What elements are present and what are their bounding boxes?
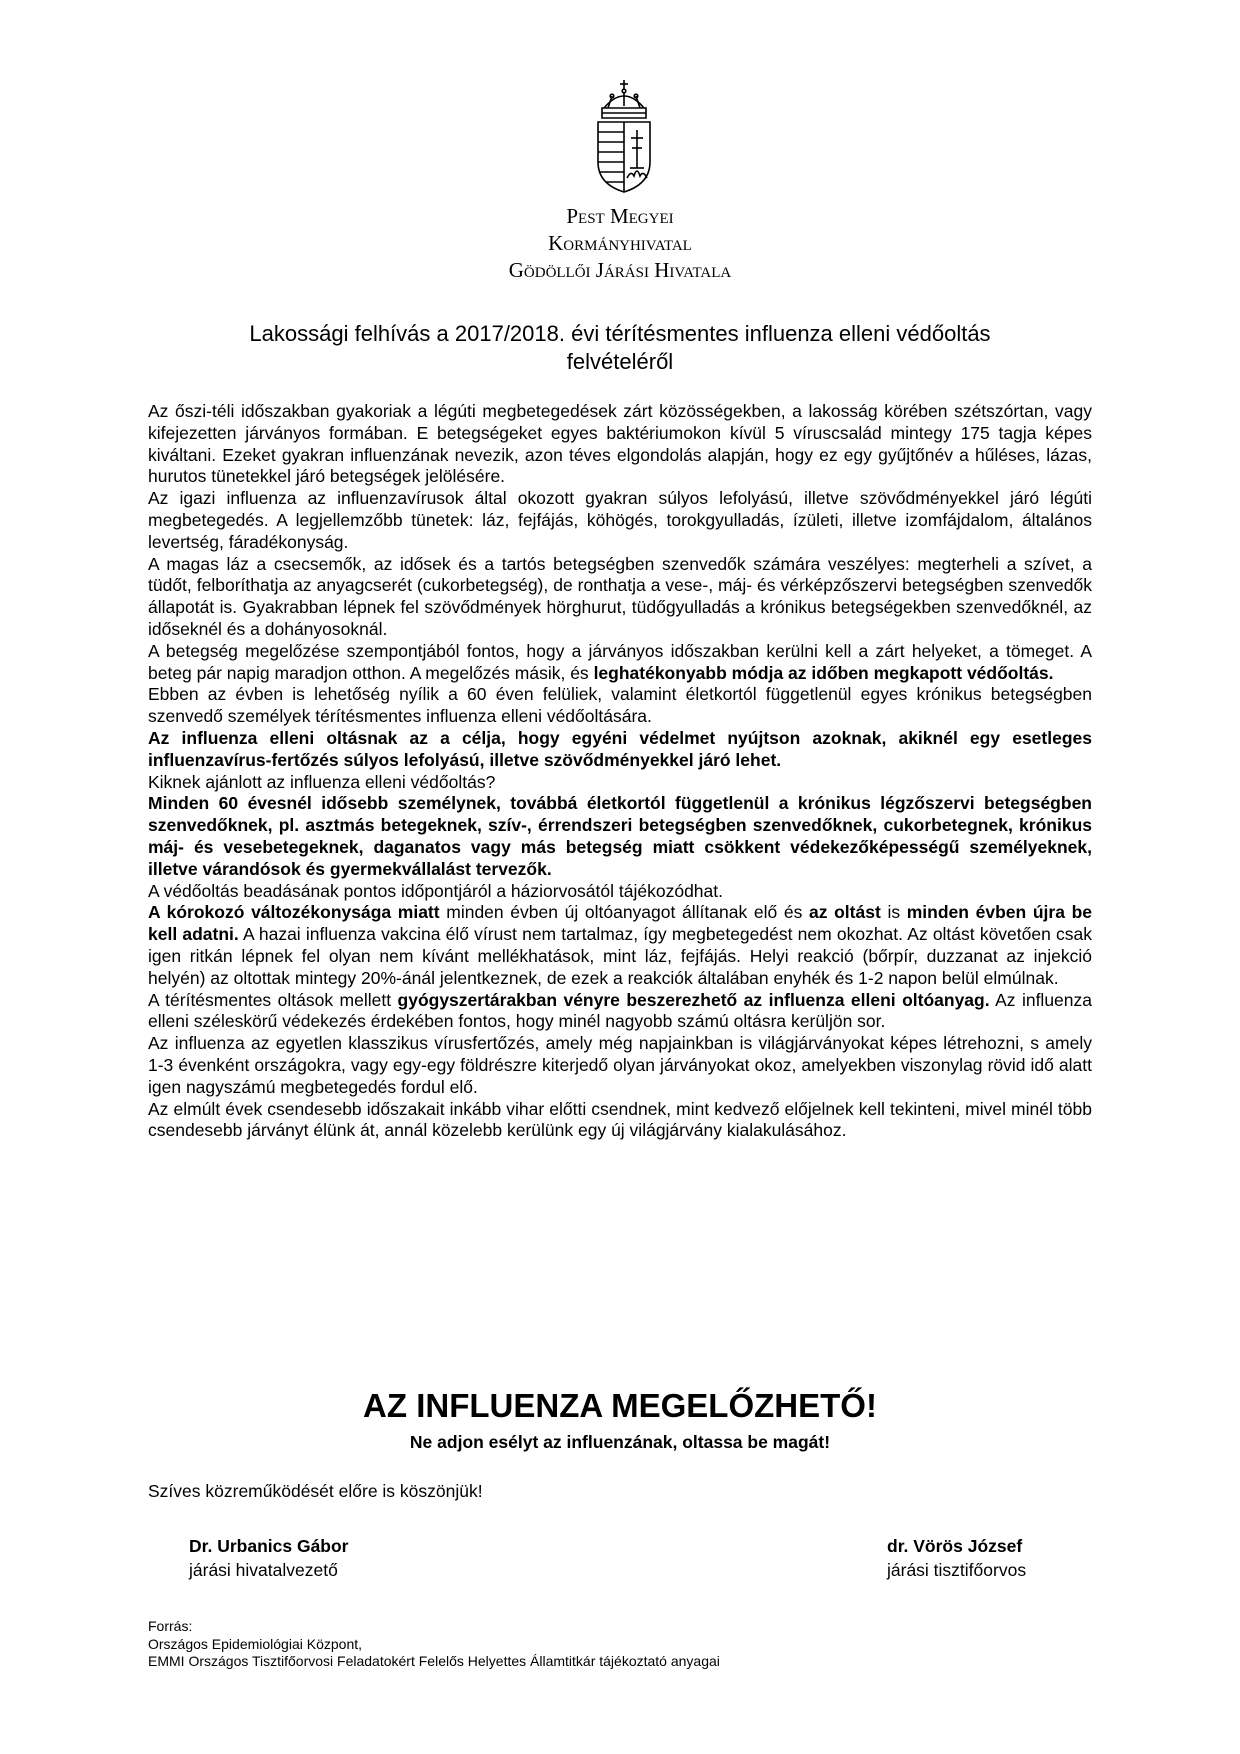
coat-of-arms-icon — [590, 78, 658, 196]
paragraph-12: Az influenza az egyetlen klasszikus vírusfertőzés, amely még napjainkban is világjárványokat képes létrehozni, s amely 1-3 évenként országokra, vagy egy-egy földrészre kiterjedő olyan járványokat okoz, amelyekben viszonylag rövid idő alatt igen nagyszámú megbetegedés fordul elő. — [148, 1033, 1092, 1097]
paragraph-4 — [148, 641, 1092, 685]
sources-label: Forrás: — [148, 1618, 193, 1634]
paragraph-10-text-2: is — [880, 902, 907, 923]
paragraph-6: Az influenza elleni oltásnak az a célja, hogy egyéni védelmet nyújtson azoknak, akiknél egy esetleges influenzavírus-fertőzés súlyos lefolyású, illetve szövődményekkel járó lehet. — [148, 727, 1092, 770]
signature-left — [189, 1534, 349, 1582]
signature-right — [887, 1534, 1026, 1582]
paragraph-10-text-3: A hazai influenza vakcina élő vírust nem tartalmaz, így megbetegedést nem okozhat. Az oltást követően csak igen ritkán lépnek fel olyan nem kívánt mellékhatások, mint láz, fejfájás. Helyi reakció (bőrpír, duzzanat az injekció helyén) az oltottak mintegy 20%-ánál jelentkeznek, de ezek a reakciók általában enyhék és 1-2 napon belül elmúlnak. — [148, 924, 1092, 988]
sub-slogan: Ne adjon esélyt az influenzának, oltassa be magát! — [409, 1432, 831, 1452]
paragraph-10-emphasis-2: az oltást — [808, 902, 881, 923]
signatory-role-right: járási tisztifőorvos — [887, 1560, 1027, 1580]
paragraph-13: Az elmúlt évek csendesebb időszakait inkább vihar előtti csendnek, mint kedvező előjelnek kell tekinteni, mivel minél több csendesebb járványt élünk át, annál közelebb kerülünk egy új világjárvány kialakulásához. — [148, 1098, 1092, 1141]
paragraph-8: Minden 60 évesnél idősebb személynek, továbbá életkortól függetlenül a krónikus légzőszervi betegségben szenvedőknek, pl. asztmás betegeknek, szív-, érrendszeri betegségben szenvedőknek, cukorbetegnek, krónikus máj- és vesebetegeknek, daganatos vagy más betegség miatt csökkent védekezőképességű személyeknek, illetve várandósok és gyermekvállalást tervezők. — [148, 793, 1092, 879]
paragraph-11-text-2: Az influenza elleni széleskörű védekezés érdekében fontos, hogy minél nagyobb számú oltásra kerüljön sor. — [148, 989, 1092, 1032]
main-slogan: AZ INFLUENZA MEGELŐZHETŐ! — [363, 1387, 877, 1424]
issuing-office — [0, 203, 1240, 284]
paragraph-7: Kiknek ajánlott az influenza elleni védőoltás? — [148, 771, 496, 792]
paragraph-11 — [148, 990, 1092, 1034]
paragraph-9: A védőoltás beadásának pontos időpontjáról a háziorvosától tájékozódhat. — [148, 880, 723, 901]
paragraph-10-text-1: minden évben új oltóanyagot állítanak elő és — [439, 902, 809, 923]
sources — [148, 1618, 720, 1671]
source-item-2: EMMI Országos Tisztifőorvosi Feladatokért Felelős Helyettes Államtitkár tájékoztató anyagai — [148, 1653, 720, 1669]
paragraph-10-emphasis-1: A kórokozó változékonysága miatt — [148, 902, 440, 923]
title-line-1: Lakossági felhívás a 2017/2018. évi térítésmentes influenza elleni védőoltás — [249, 321, 991, 346]
paragraph-10-emphasis-3: minden évben újra be kell adatni. — [148, 902, 1092, 945]
document-body — [148, 401, 1092, 1142]
paragraph-4-text: A betegség megelőzése szempontjából fontos, hogy a járványos időszakban kerülni kell a zárt helyeket, a tömeget. A beteg pár napig maradjon otthon. A megelőzés másik, és — [148, 640, 1092, 683]
signatory-name-left: Dr. Urbanics Gábor — [189, 1536, 349, 1556]
document-title — [150, 320, 1090, 376]
office-line-3: Gödöllői Járási Hivatala — [508, 258, 732, 282]
source-item-1: Országos Epidemiológiai Központ, — [148, 1635, 363, 1652]
paragraph-3: A magas láz a csecsemők, az idősek és a tartós betegségben szenvedők számára veszélyes: megterheli a szívet, a tüdőt, felboríthatja az anyagcserét (cukorbetegség), de ronthatja a vese-, máj- és vérképzőszervi betegségben szenvedők állapotát is. Gyakrabban lépnek fel szövődmények hörghurut, tüdőgyulladás a krónikus betegségekben szenvedőknél, az időseknél és a dohányosoknál. — [148, 553, 1092, 639]
office-line-2: Kormányhivatal — [548, 231, 692, 255]
title-line-2: felvételéről — [566, 349, 674, 374]
paragraph-5: Ebben az évben is lehetőség nyílik a 60 éven felüliek, valamint életkortól függetlenül egyes krónikus betegségben szenvedő személyek térítésmentes influenza elleni védőoltására. — [148, 684, 1092, 727]
paragraph-4-emphasis: leghatékonyabb módja az időben megkapott védőoltás. — [593, 662, 1054, 683]
paragraph-2: Az igazi influenza az influenzavírusok által okozott gyakran súlyos lefolyású, illetve szövődményekkel járó légúti megbetegedés. A legjellemzőbb tünetek: láz, fejfájás, köhögés, torokgyulladás, ízületi, illetve izomfájdalom, általános levertség, fáradékonyság. — [148, 488, 1092, 552]
paragraph-11-emphasis: gyógyszertárakban vényre beszerezhető az influenza elleni oltóanyag. — [397, 989, 990, 1010]
office-line-1: Pest Megyei — [566, 204, 674, 228]
signatory-name-right: dr. Vörös József — [887, 1536, 1023, 1556]
paragraph-11-text-1: A térítésmentes oltások mellett — [148, 989, 398, 1010]
paragraph-1: Az őszi-téli időszakban gyakoriak a légúti megbetegedések zárt közösségekben, a lakosság körében szétszórtan, vagy kifejezetten járványos formában. E betegségeket egyes baktériumokon kívül 5 víruscsalád mintegy 175 tagja képes kiváltani. Ezeket gyakran influenzának nevezik, azon téves elgondolás alapján, hogy ez egy gyűjtőnév a hűléses, lázas, hurutos tünetekkel járó betegségek jelölésére. — [148, 401, 1092, 487]
paragraph-10 — [148, 902, 1092, 989]
signatory-role-left: járási hivatalvezető — [189, 1560, 338, 1580]
thanks-line: Szíves közreműködését előre is köszönjük! — [148, 1481, 483, 1501]
